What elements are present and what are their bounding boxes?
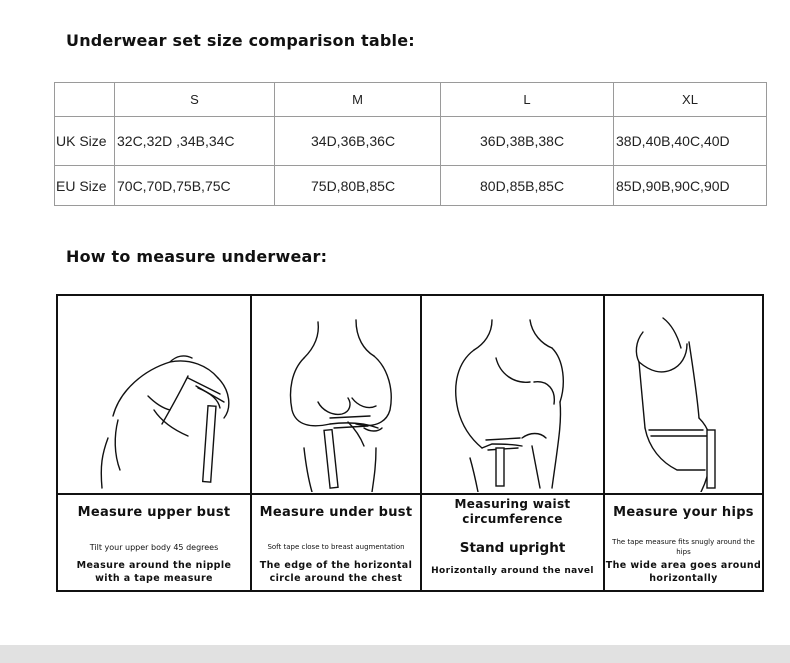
table-cell: 38D,40B,40C,40D <box>614 117 767 166</box>
table-row <box>55 166 767 206</box>
step-detail: Measure around the nipple <box>76 560 232 571</box>
step-waist <box>422 495 603 590</box>
table-cell: 34D,36B,36C <box>275 117 441 166</box>
measure-guide-panel <box>56 294 764 592</box>
step-title: Measure your hips <box>613 505 754 520</box>
size-table-heading: Underwear set size comparison table: <box>66 31 415 50</box>
step-under-bust <box>252 495 420 590</box>
step-detail: Horizontally around the navel <box>431 566 594 576</box>
step-note: Soft tape close to breast augmentation <box>267 543 405 551</box>
step-note: The tape measure fits snugly around the <box>612 538 755 546</box>
row-label-eu: EU Size <box>55 166 115 206</box>
step-detail: The edge of the horizontal <box>259 560 413 571</box>
step-detail: horizontally <box>649 573 718 584</box>
hips-illustration <box>605 298 762 492</box>
header-cell-xl: XL <box>614 83 767 117</box>
step-title: Measure upper bust <box>77 505 231 520</box>
footer-bar <box>0 645 790 663</box>
row-label-uk: UK Size <box>55 117 115 166</box>
step-title: Measure under bust <box>259 505 413 520</box>
step-title: circumference <box>462 512 563 526</box>
step-hips <box>605 495 762 590</box>
header-cell-s: S <box>115 83 275 117</box>
header-cell-l: L <box>441 83 614 117</box>
measure-heading: How to measure underwear: <box>66 247 328 266</box>
table-cell: 85D,90B,90C,90D <box>614 166 767 206</box>
upper-bust-illustration <box>58 298 250 492</box>
table-cell: 32C,32D ,34B,34C <box>115 117 275 166</box>
step-note: hips <box>676 548 691 556</box>
step-detail: with a tape measure <box>95 573 213 584</box>
step-title: Measuring waist <box>454 497 571 511</box>
under-bust-illustration <box>252 298 420 492</box>
step-note: Tilt your upper body 45 degrees <box>89 543 219 552</box>
step-note: Stand upright <box>459 540 566 556</box>
step-detail: circle around the chest <box>269 573 403 584</box>
table-cell: 36D,38B,38C <box>441 117 614 166</box>
table-header-row <box>55 83 767 117</box>
size-comparison-table <box>54 82 767 206</box>
table-row <box>55 117 767 166</box>
table-cell: 70C,70D,75B,75C <box>115 166 275 206</box>
table-cell: 80D,85B,85C <box>441 166 614 206</box>
header-cell-empty <box>55 83 115 117</box>
step-upper-bust <box>58 495 250 590</box>
table-cell: 75D,80B,85C <box>275 166 441 206</box>
step-detail: The wide area goes around <box>605 560 762 571</box>
waist-illustration <box>422 298 603 492</box>
header-cell-m: M <box>275 83 441 117</box>
